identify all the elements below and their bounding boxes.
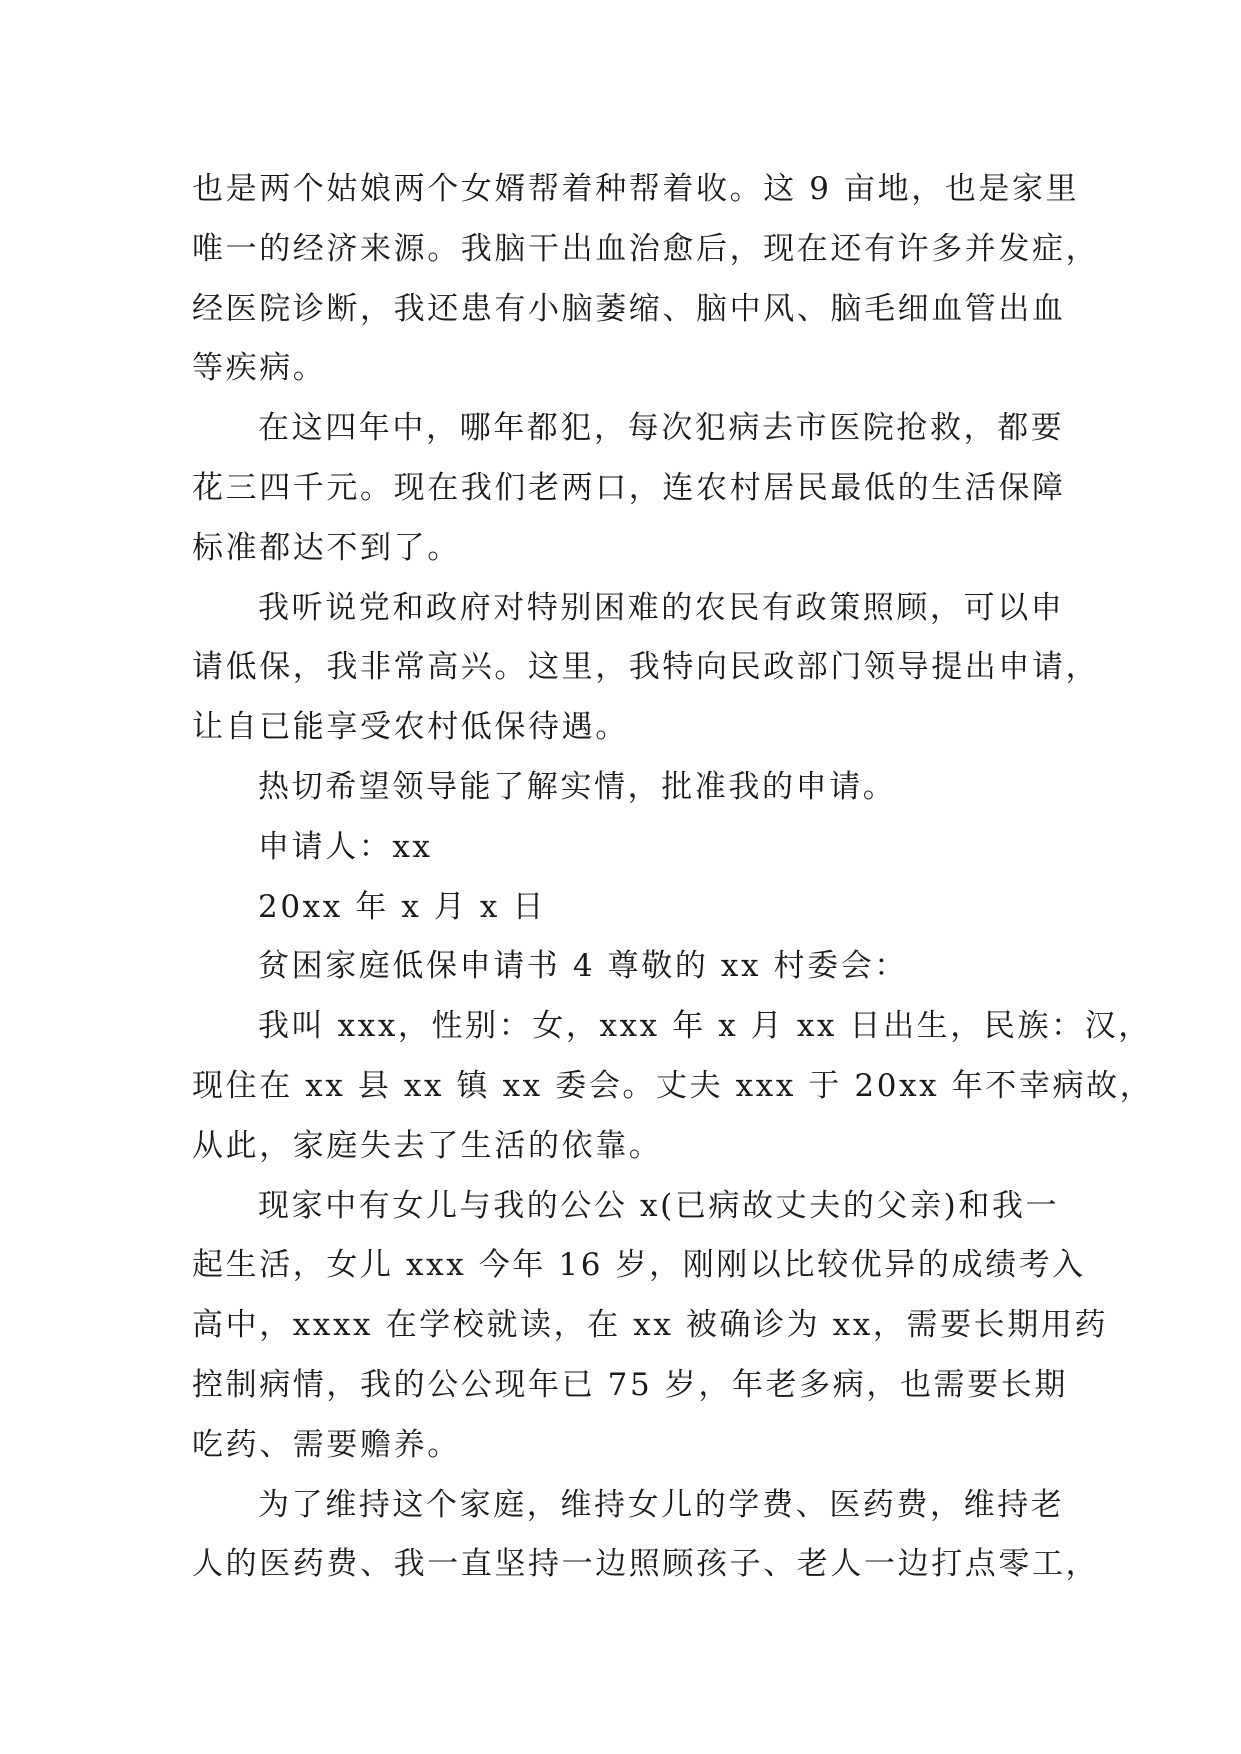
paragraph — [192, 1177, 1109, 1476]
text-line: 标准都达不到了。 — [192, 529, 461, 566]
text-line: 唯一的经济来源。我脑干出血治愈后，现在还有许多并发症， — [192, 230, 1100, 267]
text-line: 请低保，我非常高兴。这里，我特向民政部门领导提出申请， — [192, 649, 1100, 686]
paragraph — [192, 997, 1154, 1176]
text-line: 从此，家庭失去了生活的依靠。 — [192, 1127, 663, 1164]
text-line: 申请人：xx — [258, 828, 433, 865]
text-line: 20xx 年 x 月 x 日 — [258, 888, 547, 925]
text-line: 也是两个姑娘两个女婿帮着种帮着收。这 9 亩地，也是家里 — [192, 171, 1080, 207]
text-line: 起生活，女儿 xxx 今年 16 岁，刚刚以比较优异的成绩考入 — [192, 1247, 1086, 1284]
paragraph — [192, 758, 1058, 818]
text-line: 等疾病。 — [192, 350, 327, 387]
text-line: 高中，xxxx 在学校就读，在 xx 被确诊为 xx，需要长期用药 — [192, 1307, 1109, 1344]
document-body — [192, 160, 1154, 1595]
paragraph — [192, 160, 1100, 399]
text-line: 在这四年中，哪年都犯，每次犯病去市医院抢救，都要 — [258, 410, 1065, 447]
text-line: 我听说党和政府对特别困难的农民有政策照顾，可以申 — [258, 589, 1065, 626]
text-line: 人的医药费、我一直坚持一边照顾孩子、老人一边打点零工， — [192, 1546, 1100, 1583]
text-line: 花三四千元。现在我们老两口，连农村居民最低的生活保障 — [192, 469, 1066, 506]
text-line: 为了维持这个家庭，维持女儿的学费、医药费，维持老 — [258, 1486, 1065, 1523]
text-line: 经医院诊断，我还患有小脑萎缩、脑中风、脑毛细血管出血 — [192, 290, 1066, 327]
text-line: 现住在 xx 县 xx 镇 xx 委会。丈夫 xxx 于 20xx 年不幸病故， — [192, 1067, 1154, 1104]
paragraph — [192, 1476, 1100, 1596]
paragraph — [192, 579, 1100, 758]
paragraph — [192, 399, 1066, 578]
text-line: 我叫 xxx，性别：女，xxx 年 x 月 xx 日出生，民族：汉， — [258, 1008, 1152, 1045]
text-line: 贫困家庭低保申请书 4 尊敬的 xx 村委会： — [258, 948, 908, 985]
paragraph — [192, 878, 1058, 938]
text-line: 控制病情，我的公公现年已 75 岁，年老多病，也需要长期 — [192, 1366, 1068, 1403]
text-line: 让自已能享受农村低保待遇。 — [192, 709, 629, 746]
text-line: 现家中有女儿与我的公公 x(已病故丈夫的父亲)和我一 — [258, 1187, 1060, 1224]
text-line: 热切希望领导能了解实情，批准我的申请。 — [258, 768, 897, 805]
paragraph — [192, 818, 1058, 878]
text-line: 吃药、需要赡养。 — [192, 1426, 461, 1463]
paragraph — [192, 937, 1058, 997]
